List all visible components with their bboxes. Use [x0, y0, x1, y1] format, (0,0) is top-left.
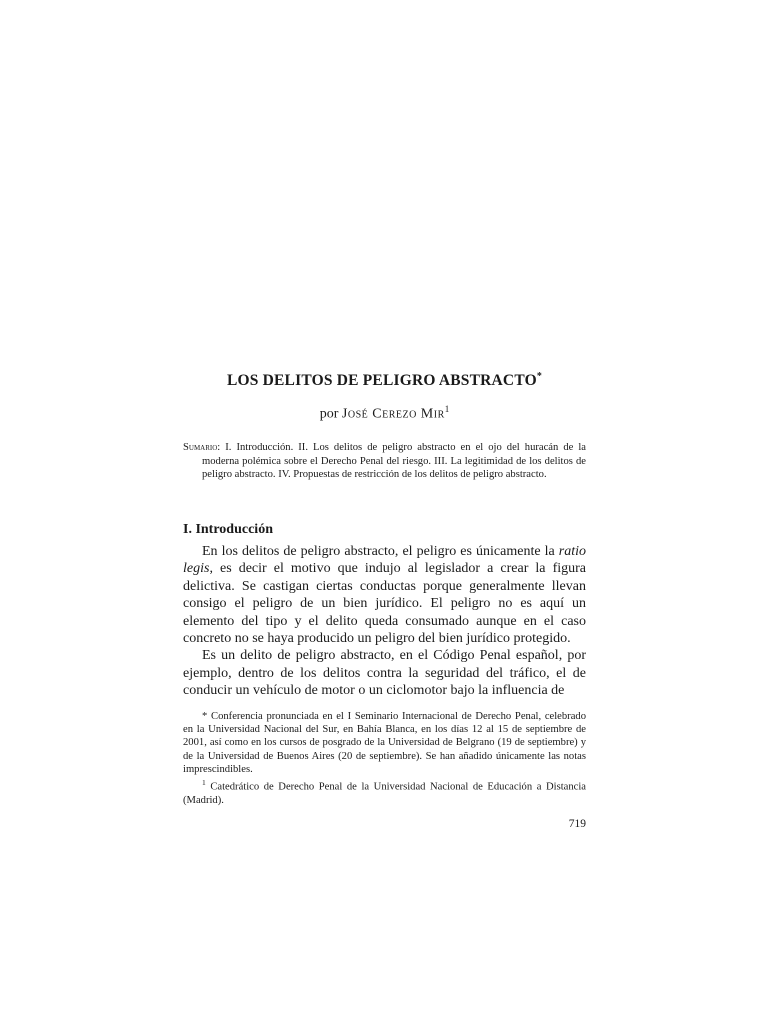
title-footnote-mark: *: [536, 371, 543, 382]
author-prefix: por: [319, 406, 339, 422]
body-text: [183, 543, 586, 700]
section-heading: I. Introducción: [183, 522, 273, 537]
article-title: [183, 371, 586, 390]
footnote-1-mark: *: [202, 711, 208, 722]
summary-text: : I. Introducción. II. Los delitos de peligro abstracto en el ojo del huracán de la moderna polémica sobre el Derecho Penal del riesgo. III. La legitimidad de los delitos de peligro abstracto. IV. Propuestas de restricción de los delitos de peligro abstracto.: [202, 442, 586, 480]
paragraph-1-italic: ratio legis: [183, 544, 586, 577]
author-name: José Cerezo Mir: [341, 406, 445, 422]
paragraph-1-end: , es decir el motivo que indujo al legislador a crear la figura delictiva. Se castigan ciertas conductas porque generalmente llevan consigo el peligro de un bien jurídico. El peligro no es aquí un elemento del tipo y el delito queda consumado aunque en el caso concreto no se haya producido un peligro del bien jurídico protegido.: [183, 561, 586, 647]
document-page: [183, 0, 586, 1024]
footnotes: [183, 710, 586, 807]
summary-block: [183, 441, 586, 482]
footnote-1: [183, 710, 586, 776]
article-title-text: LOS DELITOS DE PELIGRO ABSTRACTO: [226, 372, 537, 390]
page-number: 719: [568, 818, 586, 830]
author-footnote-ref: 1: [444, 404, 450, 414]
summary-label: Sumario: [183, 442, 218, 453]
paragraph-1: [183, 543, 586, 647]
footnote-1-text: Conferencia pronunciada en el I Seminario Internacional de Derecho Penal, celebrado en la Universidad Nacional del Sur, en Bahía Blanca, en los días 12 al 15 de septiembre de 2001, así como en los cursos de posgrado de la Universidad de Belgrano (19 de septiembre) y de la Universidad de Buenos Aires (20 de septiembre). Se han añadido únicamente las notas imprescindibles.: [183, 711, 586, 775]
author-line: [183, 404, 586, 423]
footnote-2: [183, 776, 586, 807]
footnote-2-mark: 1: [202, 778, 206, 788]
footnote-2-text: Catedrático de Derecho Penal de la Universidad Nacional de Educación a Distancia (Madrid).: [183, 781, 586, 806]
paragraph-1-start: En los delitos de peligro abstracto, el peligro es únicamente la: [202, 544, 559, 559]
paragraph-2: Es un delito de peligro abstracto, en el Código Penal español, por ejemplo, dentro de los delitos contra la seguridad del tráfico, el de conducir un vehículo de motor o un ciclomotor bajo la influencia de: [183, 648, 586, 699]
